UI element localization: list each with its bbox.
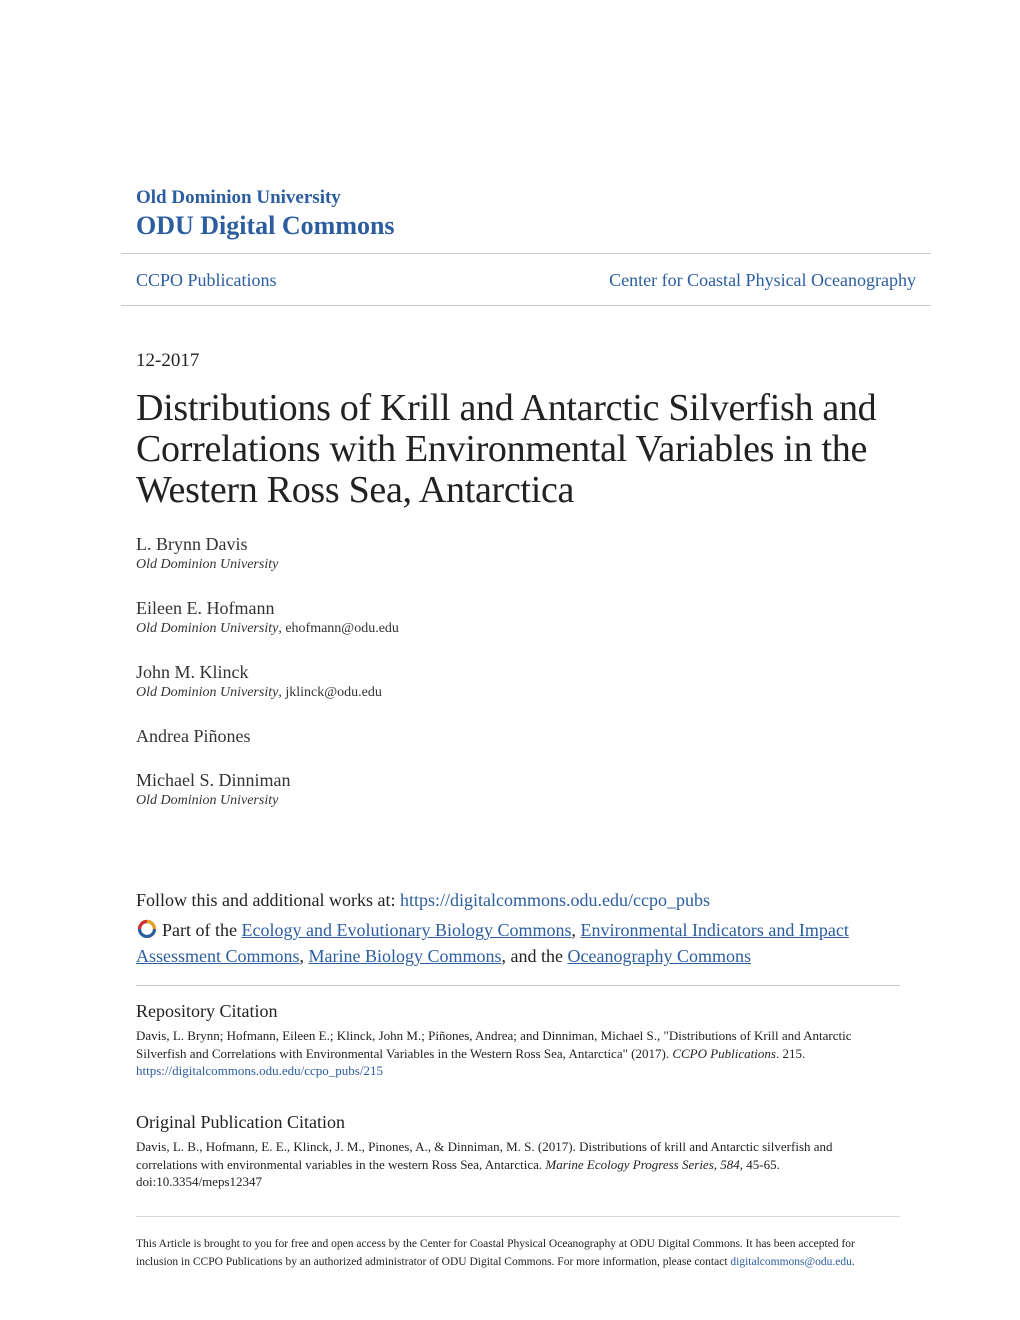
author-entry <box>136 661 382 702</box>
author-affiliation: Old Dominion University <box>136 793 279 808</box>
author-name: Eileen E. Hofmann <box>136 598 275 618</box>
original-citation: Davis, L. B., Hofmann, E. E., Klinck, J. M., Pinones, A., & Dinniman, M. S. (2017). Distributions of krill and Antarctic silverfish and correlations with environmental variables in the western Ross Sea, Antarctica. Marine Ecology Progress Series, 584, 45-65. doi:10.3354/meps12347 <box>136 1139 833 1189</box>
follow-line: Follow this and additional works at: https://digitalcommons.odu.edu/ccpo_pubs <box>136 890 710 910</box>
commons-link-environmental-indicators[interactable]: Environmental Indicators and Impact Assessment Commons <box>136 920 849 966</box>
author-entry <box>136 533 278 574</box>
divider <box>121 253 931 254</box>
contact-email-link[interactable]: digitalcommons@odu.edu <box>730 1255 852 1268</box>
collection-url-link[interactable]: https://digitalcommons.odu.edu/ccpo_pubs <box>399 890 710 910</box>
center-link[interactable]: Center for Coastal Physical Oceanography <box>609 270 916 290</box>
repository-citation-heading: Repository Citation <box>136 1001 278 1021</box>
repository-header <box>136 186 936 241</box>
divider <box>136 985 900 986</box>
commons-link-ecology[interactable]: Ecology and Evolutionary Biology Commons <box>241 920 572 940</box>
author-name: John M. Klinck <box>136 662 249 682</box>
repository-citation: Davis, L. Brynn; Hofmann, Eileen E.; Klinck, John M.; Piñones, Andrea; and Dinniman, Michael S., "Distributions of Krill and Antarctic Silverfish and Correlations with Environmental Variables in the Western Ross Sea, Antarctica" (2017). CCPO Publications. 215. https://digitalcommons.odu.edu/ccpo_pubs/215 <box>136 1028 852 1078</box>
commons-link-oceanography[interactable]: Oceanography Commons <box>567 946 751 966</box>
commons-link-marine-biology[interactable]: Marine Biology Commons <box>308 946 502 966</box>
original-citation-heading: Original Publication Citation <box>136 1112 345 1132</box>
author-entry <box>136 725 250 747</box>
article-title: Distributions of Krill and Antarctic Silverfish and Correlations with Environmental Variables in the Western Ross Sea, Antarctica <box>136 387 877 511</box>
citation-url-link[interactable]: https://digitalcommons.odu.edu/ccpo_pubs/215 <box>136 1063 383 1078</box>
author-affiliation: Old Dominion University <box>136 557 279 572</box>
author-entry <box>136 769 290 810</box>
author-name: Andrea Piñones <box>136 726 251 746</box>
network-icon <box>136 918 158 944</box>
collection-link[interactable]: CCPO Publications <box>136 270 277 290</box>
repository-link[interactable]: ODU Digital Commons <box>136 211 395 240</box>
divider <box>121 305 931 306</box>
publication-date: 12-2017 <box>136 350 200 371</box>
author-name: Michael S. Dinniman <box>136 770 291 790</box>
part-of-line: Part of the Ecology and Evolutionary Biology Commons, Environmental Indicators and Impact Assessment Commons, Marine Biology Commons, and the Oceanography Commons <box>136 920 849 966</box>
author-affiliation: Old Dominion University, ehofmann@odu.edu <box>136 621 399 636</box>
author-name: L. Brynn Davis <box>136 534 248 554</box>
author-email: jklinck@odu.edu <box>285 685 382 700</box>
author-entry <box>136 597 399 638</box>
divider <box>136 1216 900 1217</box>
access-notice: This Article is brought to you for free and open access by the Center for Coastal Physical Oceanography at ODU Digital Commons. It has been accepted for inclusion in CCPO Publications by an authorized administrator of ODU Digital Commons. For more information, please contact digitalcommons@odu.edu. <box>136 1238 855 1268</box>
author-affiliation: Old Dominion University, jklinck@odu.edu <box>136 685 382 700</box>
author-email: ehofmann@odu.edu <box>285 621 399 636</box>
university-link[interactable]: Old Dominion University <box>136 187 341 208</box>
